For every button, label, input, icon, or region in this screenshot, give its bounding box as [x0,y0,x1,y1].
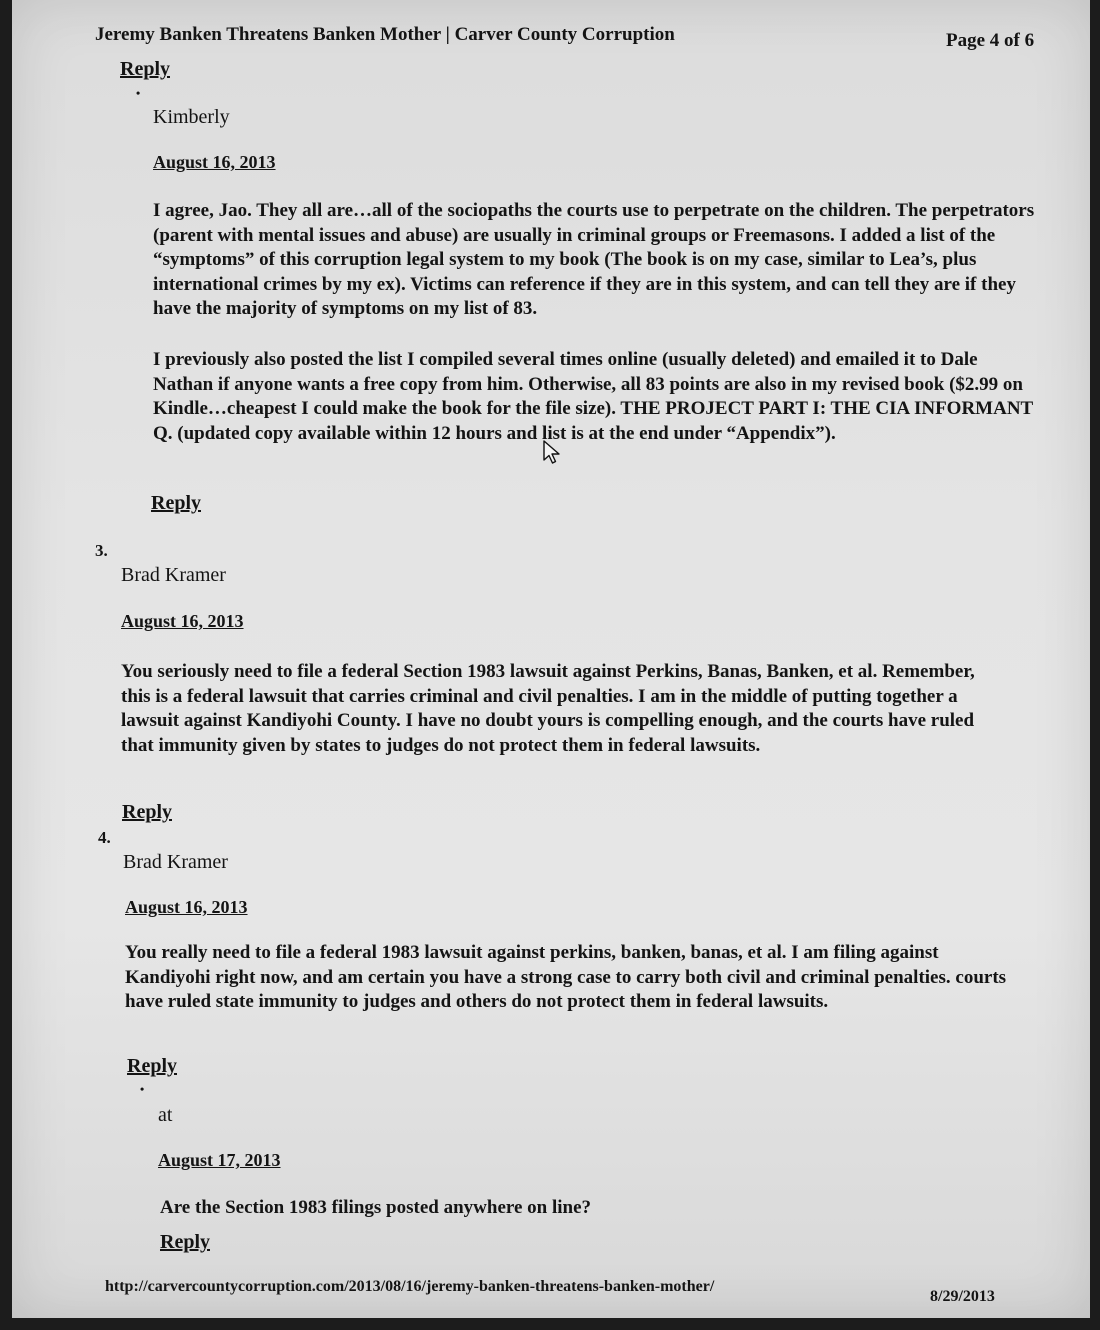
comment-text: Are the Section 1983 filings posted anywhere on line? [160,1197,592,1218]
comment-date[interactable]: August 17, 2013 [158,1150,281,1170]
reply-link[interactable]: Reply [160,1231,210,1253]
page-header-title: Jeremy Banken Threatens Banken Mother | Carver County Corruption [95,24,675,45]
page-footer-date: 8/29/2013 [930,1288,995,1305]
comment-author: Brad Kramer [123,851,228,873]
comment-text: I previously also posted the list I compiled several times online (usually deleted) and emailed it to Dale Nathan if anyone wants a free copy from him. Otherwise, all 83 points are also in my revised book ($2.99 on Kindle…cheapest I could make the book for the file size). THE PROJECT PART I: THE CIA INFORMANT Q. (updated copy available within 12 hours and list is at the end under “Appendix”). [153,349,1033,444]
reply-link[interactable]: Reply [127,1055,177,1077]
mouse-pointer-icon [542,440,564,466]
page-footer-url: http://carvercountycorruption.com/2013/08/16/jeremy-banken-threatens-banken-mother/ [105,1278,715,1295]
comment-author: Brad Kramer [121,564,226,586]
list-bullet: • [140,1082,145,1096]
comment-date[interactable]: August 16, 2013 [125,897,248,917]
printed-page [12,0,1090,1318]
reply-link[interactable]: Reply [151,492,201,514]
reply-link[interactable]: Reply [122,801,172,823]
comment-number: 3. [95,541,108,560]
comment-text: I agree, Jao. They all are…all of the sociopaths the courts use to perpetrate on the children. The perpetrators (parent with mental issues and abuse) are usually in criminal groups or Freemasons. I added a list of the “symptoms” of this corruption legal system to my book (The book is on my case, similar to Lea’s, plus international crimes by my ex). Victims can reference if they are in this system, and can tell they are if they have the majority of symptoms on my list of 83. [153,200,1035,319]
comment-date[interactable]: August 16, 2013 [153,152,276,172]
comment-author: Kimberly [153,106,230,128]
comment-author: at [158,1104,173,1126]
reply-link-top[interactable]: Reply [120,58,170,80]
comment-number: 4. [98,828,111,847]
comment-date[interactable]: August 16, 2013 [121,611,244,631]
comment-text: You really need to file a federal 1983 lawsuit against perkins, banken, banas, et al. I am filing against Kandiyohi right now, and am certain you have a strong case to carry both civil and criminal penalties. courts have ruled state immunity to judges and others do not protect them in federal lawsuits. [125,942,1007,1012]
list-bullet: • [136,86,141,100]
comment-text: You seriously need to file a federal Section 1983 lawsuit against Perkins, Banas, Banken, et al. Remember, this is a federal lawsuit that carries criminal and civil penalties. I am in the middle of putting together a lawsuit against Kandiyohi County. I have no doubt yours is compelling enough, and the courts have ruled that immunity given by states to judges do not protect them in federal lawsuits. [121,661,975,756]
page-number: Page 4 of 6 [946,30,1035,51]
